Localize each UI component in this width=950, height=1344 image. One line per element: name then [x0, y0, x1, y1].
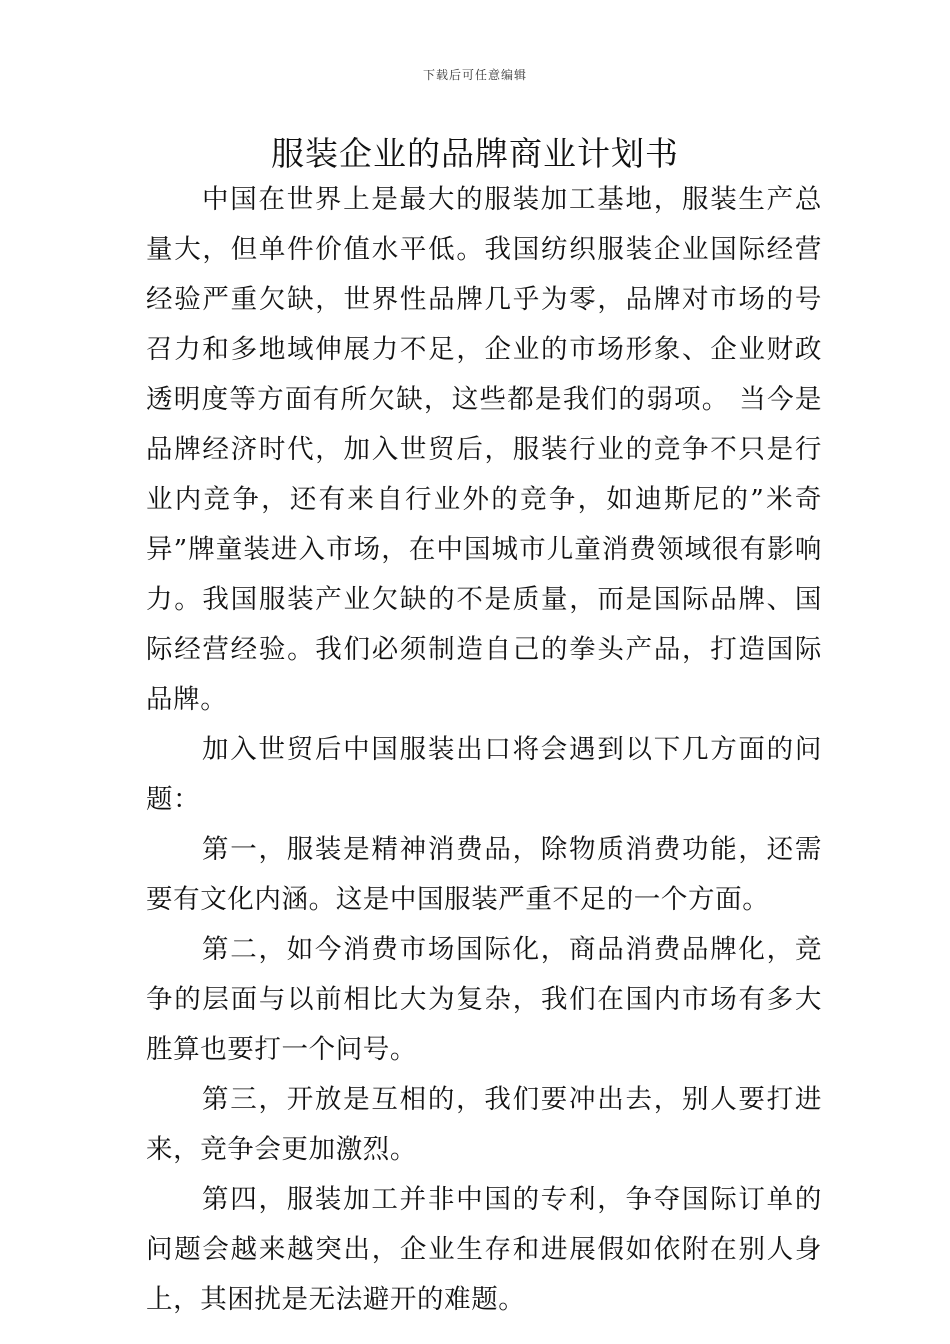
document-title: 服装企业的品牌商业计划书 [271, 134, 679, 173]
paragraph-point-three: 第三，开放是互相的，我们要冲出去，别人要打进来，竞争会更加激烈。 [146, 1084, 822, 1165]
paragraph-problems-lead: 加入世贸后中国服装出口将会遇到以下几方面的问题： [146, 734, 822, 815]
document-body [146, 175, 822, 1325]
paragraph-point-two: 第二，如今消费市场国际化，商品消费品牌化，竞争的层面与以前相比大为复杂，我们在国内市场有多大胜算也要打一个问号。 [146, 934, 822, 1065]
header-note: 下载后可任意编辑 [422, 68, 527, 82]
paragraph-intro: 中国在世界上是最大的服装加工基地，服装生产总量大，但单件价值水平低。我国纺织服装企业国际经营经验严重欠缺，世界性品牌几乎为零，品牌对市场的号召力和多地域伸展力不足，企业的市场形象、企业财政透明度等方面有所欠缺，这些都是我们的弱项。 当今是品牌经济时代，加入世贸后，服装行业的竞争不只是行业内竞争，还有来自行业外的竞争，如迪斯尼的”米奇异”牌童装进入市场，在中国城市儿童消费领域很有影响力。我国服装产业欠缺的不是质量，而是国际品牌、国际经营经验。我们必须制造自己的拳头产品，打造国际品牌。 [146, 184, 822, 715]
paragraph-point-one: 第一，服装是精神消费品，除物质消费功能，还需要有文化内涵。这是中国服装严重不足的一个方面。 [146, 834, 822, 915]
paragraph-point-four: 第四，服装加工并非中国的专利，争夺国际订单的问题会越来越突出，企业生存和进展假如依附在别人身上，其困扰是无法避开的难题。 [146, 1184, 822, 1315]
